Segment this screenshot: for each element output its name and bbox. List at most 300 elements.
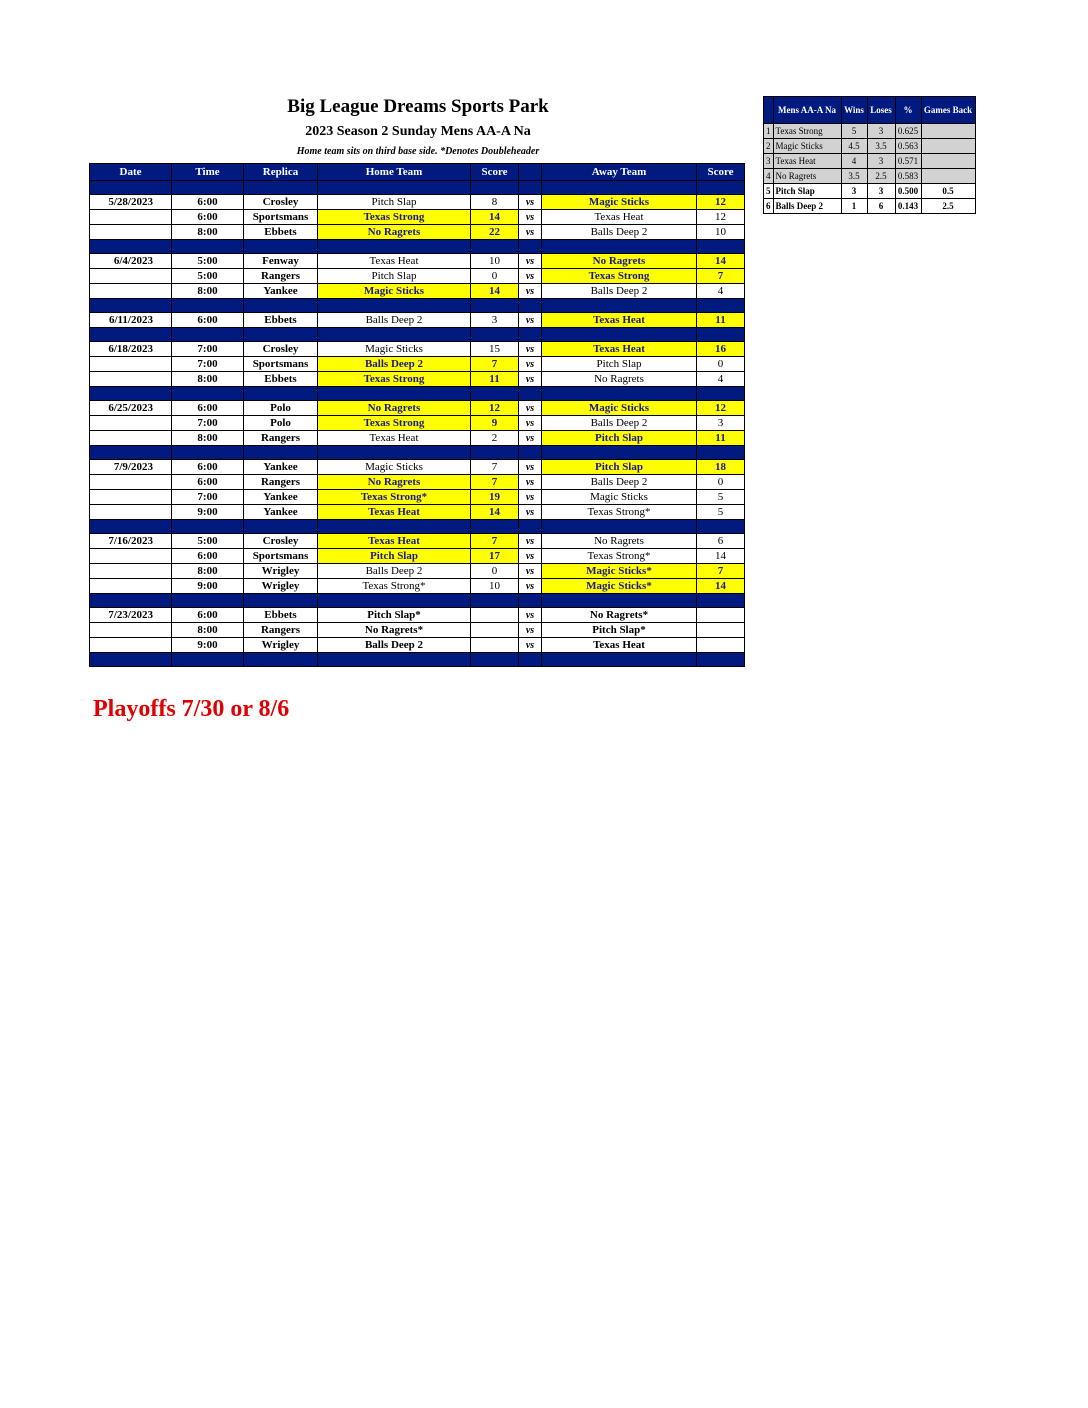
away-team: No Ragrets*	[542, 608, 697, 623]
game-field: Wrigley	[244, 638, 318, 653]
game-row	[90, 431, 745, 446]
vs-label: vs	[519, 284, 542, 299]
standings-header-percent: %	[895, 97, 921, 124]
separator-cell	[172, 387, 244, 401]
game-row	[90, 534, 745, 549]
separator-row	[90, 240, 745, 254]
home-team: Texas Heat	[318, 431, 471, 446]
home-team: Balls Deep 2	[318, 638, 471, 653]
game-time: 6:00	[172, 313, 244, 328]
separator-cell	[318, 181, 471, 195]
game-date	[90, 564, 172, 579]
game-date	[90, 416, 172, 431]
home-score: 0	[471, 269, 519, 284]
home-team: Magic Sticks	[318, 460, 471, 475]
separator-cell	[697, 594, 745, 608]
game-row	[90, 623, 745, 638]
game-field: Ebbets	[244, 608, 318, 623]
away-score	[697, 608, 745, 623]
game-field: Rangers	[244, 475, 318, 490]
game-time: 7:00	[172, 342, 244, 357]
home-team: Pitch Slap	[318, 195, 471, 210]
game-time: 6:00	[172, 401, 244, 416]
away-team: Pitch Slap	[542, 431, 697, 446]
separator-row	[90, 328, 745, 342]
separator-cell	[318, 520, 471, 534]
game-row	[90, 269, 745, 284]
game-row	[90, 475, 745, 490]
vs-label: vs	[519, 372, 542, 387]
home-score	[471, 638, 519, 653]
column-header-time: Time	[172, 164, 244, 181]
home-score: 9	[471, 416, 519, 431]
away-score: 12	[697, 210, 745, 225]
home-score: 14	[471, 505, 519, 520]
game-field: Sportsmans	[244, 357, 318, 372]
away-score	[697, 638, 745, 653]
game-field: Yankee	[244, 505, 318, 520]
game-field: Rangers	[244, 431, 318, 446]
game-date	[90, 638, 172, 653]
standings-loses: 2.5	[867, 169, 895, 184]
standings-wins: 3	[841, 184, 867, 199]
standings-team: Texas Heat	[773, 154, 841, 169]
game-row	[90, 490, 745, 505]
schedule-header-row	[90, 164, 745, 181]
vs-label: vs	[519, 475, 542, 490]
home-score: 7	[471, 357, 519, 372]
standings-rank: 5	[764, 184, 774, 199]
home-team: No Ragrets	[318, 225, 471, 240]
away-score: 5	[697, 505, 745, 520]
game-field: Rangers	[244, 269, 318, 284]
standings-games-back	[921, 169, 975, 184]
separator-cell	[244, 240, 318, 254]
schedule-table	[89, 163, 745, 667]
away-score: 0	[697, 357, 745, 372]
separator-cell	[318, 299, 471, 313]
separator-cell	[471, 328, 519, 342]
separator-cell	[471, 653, 519, 667]
vs-label: vs	[519, 254, 542, 269]
home-score: 14	[471, 210, 519, 225]
separator-cell	[90, 240, 172, 254]
page-title: Big League Dreams Sports Park	[287, 96, 549, 117]
home-score: 14	[471, 284, 519, 299]
away-team: Pitch Slap	[542, 460, 697, 475]
home-score: 19	[471, 490, 519, 505]
away-team: Magic Sticks	[542, 490, 697, 505]
game-time: 8:00	[172, 372, 244, 387]
away-team: Texas Strong*	[542, 505, 697, 520]
column-header-home-team: Home Team	[318, 164, 471, 181]
home-team: Texas Strong	[318, 210, 471, 225]
away-score: 18	[697, 460, 745, 475]
game-time: 8:00	[172, 225, 244, 240]
home-team: Texas Strong	[318, 416, 471, 431]
standings-row	[764, 154, 976, 169]
vs-label: vs	[519, 401, 542, 416]
standings-header-division: Mens AA-A Na	[773, 97, 841, 124]
home-team: No Ragrets*	[318, 623, 471, 638]
game-field: Ebbets	[244, 225, 318, 240]
game-time: 6:00	[172, 460, 244, 475]
game-row	[90, 416, 745, 431]
away-team: Texas Heat	[542, 210, 697, 225]
standings-team: Pitch Slap	[773, 184, 841, 199]
away-score: 0	[697, 475, 745, 490]
standings-loses: 3	[867, 184, 895, 199]
home-score: 12	[471, 401, 519, 416]
away-score: 16	[697, 342, 745, 357]
game-date: 7/23/2023	[90, 608, 172, 623]
standings-percent: 0.563	[895, 139, 921, 154]
standings-rank: 1	[764, 124, 774, 139]
away-team: Balls Deep 2	[542, 284, 697, 299]
separator-cell	[172, 299, 244, 313]
home-score: 7	[471, 534, 519, 549]
game-row	[90, 195, 745, 210]
standings-games-back	[921, 154, 975, 169]
away-score: 14	[697, 549, 745, 564]
column-header-away-team: Away Team	[542, 164, 697, 181]
separator-cell	[471, 240, 519, 254]
separator-cell	[244, 328, 318, 342]
game-field: Rangers	[244, 623, 318, 638]
separator-cell	[542, 387, 697, 401]
away-team: Balls Deep 2	[542, 225, 697, 240]
column-header-date: Date	[90, 164, 172, 181]
separator-row	[90, 653, 745, 667]
column-header-vs	[519, 164, 542, 181]
away-team: No Ragrets	[542, 534, 697, 549]
game-date	[90, 357, 172, 372]
separator-cell	[318, 446, 471, 460]
home-team: Texas Strong	[318, 372, 471, 387]
separator-cell	[244, 446, 318, 460]
game-time: 7:00	[172, 490, 244, 505]
home-team: Pitch Slap	[318, 549, 471, 564]
vs-label: vs	[519, 357, 542, 372]
standings-games-back	[921, 139, 975, 154]
home-score	[471, 608, 519, 623]
separator-cell	[172, 653, 244, 667]
game-row	[90, 313, 745, 328]
separator-cell	[471, 387, 519, 401]
game-row	[90, 549, 745, 564]
game-time: 8:00	[172, 284, 244, 299]
game-date	[90, 269, 172, 284]
separator-cell	[542, 520, 697, 534]
away-score: 11	[697, 431, 745, 446]
standings-header-games-back: Games Back	[921, 97, 975, 124]
away-score: 12	[697, 401, 745, 416]
separator-cell	[172, 520, 244, 534]
separator-cell	[318, 653, 471, 667]
game-row	[90, 638, 745, 653]
game-row	[90, 505, 745, 520]
game-field: Crosley	[244, 195, 318, 210]
game-row	[90, 579, 745, 594]
away-team: Texas Strong	[542, 269, 697, 284]
vs-label: vs	[519, 313, 542, 328]
home-team: Magic Sticks	[318, 342, 471, 357]
home-team: Texas Strong*	[318, 579, 471, 594]
away-team: Magic Sticks	[542, 195, 697, 210]
standings-table	[763, 96, 976, 214]
separator-cell	[697, 387, 745, 401]
away-team: Texas Heat	[542, 342, 697, 357]
away-score: 10	[697, 225, 745, 240]
vs-label: vs	[519, 534, 542, 549]
game-date: 6/11/2023	[90, 313, 172, 328]
away-team: Magic Sticks*	[542, 579, 697, 594]
home-score: 17	[471, 549, 519, 564]
vs-label: vs	[519, 460, 542, 475]
game-field: Ebbets	[244, 313, 318, 328]
separator-cell	[244, 181, 318, 195]
home-score: 11	[471, 372, 519, 387]
standings-rank: 3	[764, 154, 774, 169]
separator-cell	[90, 328, 172, 342]
vs-label: vs	[519, 195, 542, 210]
game-date	[90, 284, 172, 299]
standings-row	[764, 169, 976, 184]
game-date: 6/18/2023	[90, 342, 172, 357]
standings-row	[764, 199, 976, 214]
game-date	[90, 475, 172, 490]
vs-label: vs	[519, 564, 542, 579]
home-score: 0	[471, 564, 519, 579]
away-team: Magic Sticks	[542, 401, 697, 416]
separator-cell	[542, 299, 697, 313]
separator-cell	[471, 299, 519, 313]
game-date	[90, 549, 172, 564]
separator-cell	[519, 653, 542, 667]
separator-cell	[318, 387, 471, 401]
separator-cell	[90, 181, 172, 195]
game-date	[90, 225, 172, 240]
separator-cell	[542, 653, 697, 667]
game-field: Fenway	[244, 254, 318, 269]
game-date	[90, 505, 172, 520]
separator-cell	[318, 594, 471, 608]
game-date	[90, 431, 172, 446]
away-team: Balls Deep 2	[542, 416, 697, 431]
game-row	[90, 254, 745, 269]
vs-label: vs	[519, 505, 542, 520]
away-team: Texas Heat	[542, 313, 697, 328]
separator-cell	[90, 520, 172, 534]
separator-cell	[697, 653, 745, 667]
column-header-home-score: Score	[471, 164, 519, 181]
game-field: Polo	[244, 416, 318, 431]
standings-loses: 3.5	[867, 139, 895, 154]
away-score: 12	[697, 195, 745, 210]
standings-rank: 6	[764, 199, 774, 214]
standings-games-back	[921, 124, 975, 139]
game-field: Wrigley	[244, 564, 318, 579]
separator-cell	[697, 299, 745, 313]
home-score: 2	[471, 431, 519, 446]
standings-header-loses: Loses	[867, 97, 895, 124]
separator-cell	[318, 328, 471, 342]
vs-label: vs	[519, 269, 542, 284]
home-score: 8	[471, 195, 519, 210]
away-score	[697, 623, 745, 638]
separator-cell	[244, 653, 318, 667]
separator-cell	[542, 594, 697, 608]
separator-cell	[172, 240, 244, 254]
game-row	[90, 372, 745, 387]
game-row	[90, 225, 745, 240]
standings-header-wins: Wins	[841, 97, 867, 124]
separator-cell	[244, 387, 318, 401]
standings-row	[764, 124, 976, 139]
game-row	[90, 608, 745, 623]
game-row	[90, 564, 745, 579]
away-score: 7	[697, 269, 745, 284]
standings-row	[764, 139, 976, 154]
vs-label: vs	[519, 431, 542, 446]
separator-cell	[90, 653, 172, 667]
game-date	[90, 490, 172, 505]
away-score: 14	[697, 579, 745, 594]
separator-row	[90, 181, 745, 195]
home-score: 10	[471, 579, 519, 594]
vs-label: vs	[519, 623, 542, 638]
separator-cell	[697, 520, 745, 534]
vs-label: vs	[519, 638, 542, 653]
home-team: Magic Sticks	[318, 284, 471, 299]
away-team: Pitch Slap	[542, 357, 697, 372]
standings-header-row	[764, 97, 976, 124]
vs-label: vs	[519, 490, 542, 505]
home-team: No Ragrets	[318, 475, 471, 490]
standings-loses: 3	[867, 124, 895, 139]
away-score: 6	[697, 534, 745, 549]
standings-rank: 4	[764, 169, 774, 184]
game-field: Polo	[244, 401, 318, 416]
separator-cell	[519, 594, 542, 608]
home-team: Texas Heat	[318, 534, 471, 549]
game-date: 7/9/2023	[90, 460, 172, 475]
vs-label: vs	[519, 342, 542, 357]
separator-row	[90, 446, 745, 460]
game-row	[90, 342, 745, 357]
home-team: Pitch Slap	[318, 269, 471, 284]
game-field: Wrigley	[244, 579, 318, 594]
separator-cell	[697, 181, 745, 195]
home-score	[471, 623, 519, 638]
standings-team: Magic Sticks	[773, 139, 841, 154]
separator-row	[90, 387, 745, 401]
home-team: Pitch Slap*	[318, 608, 471, 623]
game-time: 6:00	[172, 210, 244, 225]
game-time: 6:00	[172, 549, 244, 564]
game-time: 7:00	[172, 416, 244, 431]
away-score: 4	[697, 284, 745, 299]
separator-cell	[519, 520, 542, 534]
standings-rank: 2	[764, 139, 774, 154]
game-time: 8:00	[172, 431, 244, 446]
game-time: 5:00	[172, 534, 244, 549]
game-date: 6/4/2023	[90, 254, 172, 269]
standings-wins: 5	[841, 124, 867, 139]
vs-label: vs	[519, 416, 542, 431]
separator-cell	[519, 446, 542, 460]
standings-wins: 3.5	[841, 169, 867, 184]
separator-cell	[471, 181, 519, 195]
separator-cell	[542, 181, 697, 195]
game-row	[90, 401, 745, 416]
separator-cell	[697, 328, 745, 342]
away-team: Pitch Slap*	[542, 623, 697, 638]
game-row	[90, 284, 745, 299]
away-team: Texas Heat	[542, 638, 697, 653]
game-field: Yankee	[244, 490, 318, 505]
standings-percent: 0.500	[895, 184, 921, 199]
standings-percent: 0.571	[895, 154, 921, 169]
away-score: 11	[697, 313, 745, 328]
away-score: 3	[697, 416, 745, 431]
game-time: 8:00	[172, 564, 244, 579]
home-score: 15	[471, 342, 519, 357]
away-score: 5	[697, 490, 745, 505]
separator-cell	[542, 328, 697, 342]
vs-label: vs	[519, 579, 542, 594]
separator-cell	[519, 299, 542, 313]
separator-cell	[90, 387, 172, 401]
game-time: 9:00	[172, 579, 244, 594]
separator-cell	[172, 446, 244, 460]
separator-cell	[244, 520, 318, 534]
separator-cell	[318, 240, 471, 254]
separator-row	[90, 299, 745, 313]
standings-header-rank	[764, 97, 774, 124]
home-team: Texas Heat	[318, 254, 471, 269]
game-row	[90, 357, 745, 372]
separator-cell	[244, 594, 318, 608]
separator-cell	[519, 240, 542, 254]
separator-row	[90, 594, 745, 608]
standings-games-back: 2.5	[921, 199, 975, 214]
home-score: 22	[471, 225, 519, 240]
away-team: No Ragrets	[542, 254, 697, 269]
playoffs-note: Playoffs 7/30 or 8/6	[93, 696, 290, 722]
game-date: 6/25/2023	[90, 401, 172, 416]
game-field: Sportsmans	[244, 210, 318, 225]
game-row	[90, 210, 745, 225]
home-team: Balls Deep 2	[318, 564, 471, 579]
separator-cell	[471, 594, 519, 608]
separator-cell	[172, 328, 244, 342]
home-team: Texas Strong*	[318, 490, 471, 505]
separator-cell	[90, 446, 172, 460]
game-field: Ebbets	[244, 372, 318, 387]
home-score: 10	[471, 254, 519, 269]
game-time: 6:00	[172, 195, 244, 210]
game-date	[90, 210, 172, 225]
separator-cell	[542, 240, 697, 254]
separator-cell	[519, 328, 542, 342]
standings-team: Texas Strong	[773, 124, 841, 139]
standings-wins: 4	[841, 154, 867, 169]
separator-cell	[697, 446, 745, 460]
column-header-away-score: Score	[697, 164, 745, 181]
away-score: 7	[697, 564, 745, 579]
game-row	[90, 460, 745, 475]
